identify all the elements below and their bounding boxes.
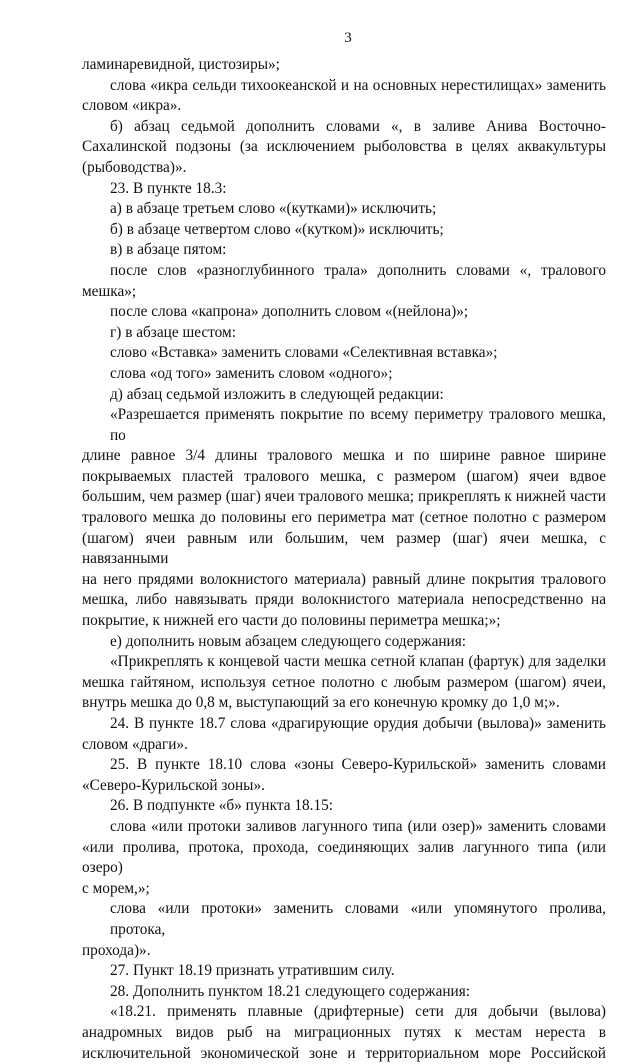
text-line: мешка»; [82,282,606,303]
text-line: прохода)». [82,941,606,962]
text-line: «Северо-Курильской зоны». [82,776,606,797]
text-line: после слова «капрона» дополнить словом «(нейлона)»; [82,302,606,323]
text-line: «Разрешается применять покрытие по всему периметру тралового мешка, по [82,405,606,446]
text-line: мешка гайтяном, используя сетное полотно с любым размером (шагом) ячеи, [82,673,606,694]
text-line: с морем,»; [82,879,606,900]
text-line: слово «Вставка» заменить словами «Селективная вставка»; [82,343,606,364]
text-line: 25. В пункте 18.10 слова «зоны Северо-Курильской» заменить словами [82,755,606,776]
text-line: исключительной экономической зоне и территориальном море Российской [82,1044,606,1064]
text-line: е) дополнить новым абзацем следующего содержания: [82,632,606,653]
text-line: слова «икра сельди тихоокеанской и на основных нерестилищах» заменить [82,76,606,97]
text-line: ламинаревидной, цистозиры»; [82,55,606,76]
text-line: а) в абзаце третьем слово «(кутками)» исключить; [82,199,606,220]
text-line: «или пролива, протока, прохода, соединяющих залив лагунного типа (или озеро) [82,838,606,879]
text-line: 28. Дополнить пунктом 18.21 следующего содержания: [82,982,606,1003]
text-line: д) абзац седьмой изложить в следующей редакции: [82,385,606,406]
text-line: большим, чем размер (шаг) ячеи тралового мешка; прикреплять к нижней части [82,487,606,508]
text-line: 23. В пункте 18.3: [82,179,606,200]
text-line: в) в абзаце пятом: [82,240,606,261]
text-line: словом «икра». [82,96,606,117]
text-line: «18.21. применять плавные (дрифтерные) сети для добычи (вылова) [82,1002,606,1023]
text-line: после слов «разноглубинного трала» дополнить словами «, тралового [82,261,606,282]
text-line: тралового мешка до половины его периметра мат (сетное полотно с размером [82,508,606,529]
text-line: длине равное 3/4 длины тралового мешка и по ширине равное ширине [82,446,606,467]
text-line: на него прядями волокнистого материала) равный длине покрытия тралового [82,570,606,591]
text-line: слова «или протоки» заменить словами «или упомянутого пролива, протока, [82,899,606,940]
text-line: 24. В пункте 18.7 слова «драгирующие орудия добычи (вылова)» заменить [82,714,606,735]
text-line: 27. Пункт 18.19 признать утратившим силу. [82,961,606,982]
text-line: словом «драги». [82,735,606,756]
text-line: слова «од того» заменить словом «одного»; [82,364,606,385]
text-line: мешка, либо навязывать пряди волокнистого материала непосредственно на [82,590,606,611]
text-line: внутрь мешка до 0,8 м, выступающий за его конечную кромку до 1,0 м;». [82,693,606,714]
text-line: г) в абзаце шестом: [82,323,606,344]
text-line: 26. В подпункте «б» пункта 18.15: [82,796,606,817]
text-line: (рыбоводства)». [82,158,606,179]
text-line: б) абзац седьмой дополнить словами «, в заливе Анива Восточно- [82,117,606,138]
text-line: «Прикреплять к концевой части мешка сетной клапан (фартук) для заделки [82,652,606,673]
text-line: б) в абзаце четвертом слово «(кутком)» исключить; [82,220,606,241]
text-line: (шагом) ячеи равным или большим, чем размер (шаг) ячеи мешка, с навязанными [82,529,606,570]
text-line: покрываемых пластей тралового мешка, с размером (шагом) ячеи вдвое [82,467,606,488]
text-line: Сахалинской подзоны (за исключением рыболовства в целях аквакультуры [82,137,606,158]
text-line: слова «или протоки заливов лагунного типа (или озер)» заменить словами [82,817,606,838]
page-number: 3 [82,30,606,47]
text-line: анадромных видов рыб на миграционных путях к местам нереста в [82,1023,606,1044]
document-body [82,55,606,1064]
text-line: покрытие, к нижней его части до половины периметра мешка;»; [82,611,606,632]
